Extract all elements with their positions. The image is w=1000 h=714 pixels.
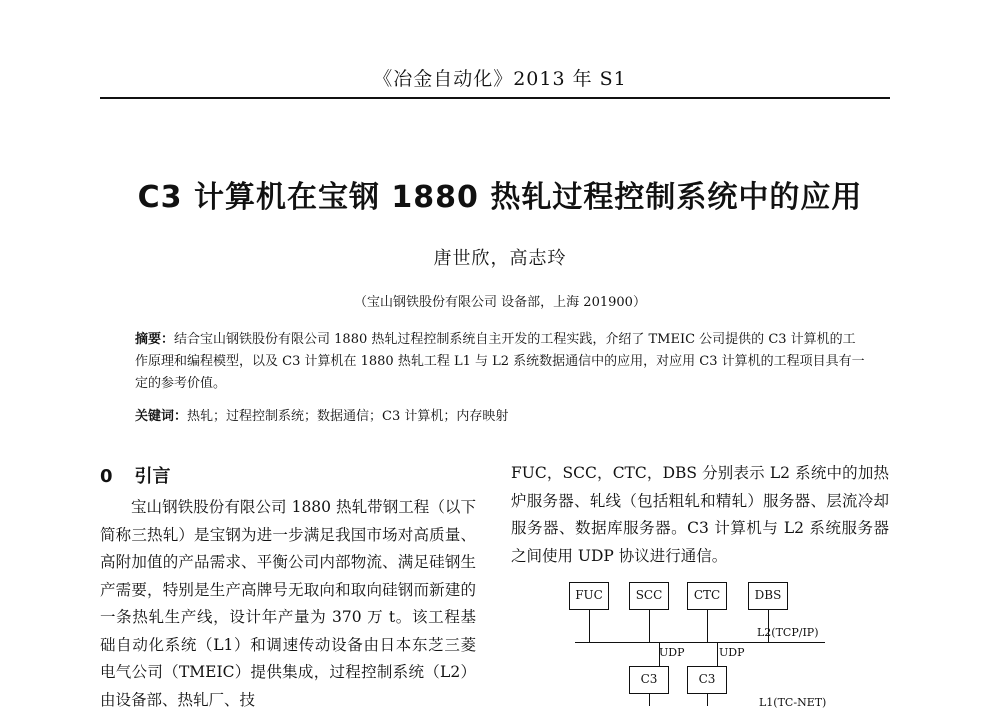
- paper-authors: 唐世欣，高志玲: [433, 248, 567, 269]
- c3-box-2: C3: [687, 666, 727, 694]
- c3-l1-link-1: [649, 694, 650, 706]
- link-scc: [649, 610, 650, 642]
- keywords: [135, 406, 865, 428]
- server-box-scc: SCC: [629, 582, 669, 610]
- l2-bus-label: L2(TCP/IP): [757, 626, 819, 639]
- keywords-label: 关键词：: [135, 409, 188, 424]
- c3-l1-link-2: [707, 694, 708, 706]
- l1-bus-label: L1(TC-NET): [759, 696, 827, 709]
- link-ctc: [707, 610, 708, 642]
- abstract-label: 摘要：: [135, 332, 175, 347]
- intro-paragraph-left: 宝山钢铁股份有限公司 1880 热轧带钢工程（以下简称三热轧）是宝钢为进一步满足我国市场对高质量、高附加值的产品需求、平衡公司内部物流、满足硅钢生产需要，特别是生产高牌号无取向和取向硅钢而新建的一条热轧生产线，设计年产量为 370 万 t。该工程基础自动化系统（L1）和调速传动设备由日本东芝三菱电气公司（TMEIC）提供集成，过程控制系统（L2）由设备部、热轧厂、技: [100, 498, 476, 709]
- link-fuc: [589, 610, 590, 642]
- paper-title: C3 计算机在宝钢 1880 热轧过程控制系统中的应用: [137, 180, 863, 215]
- server-box-fuc: FUC: [569, 582, 609, 610]
- section-number: 0: [100, 466, 113, 487]
- udp-label-1: UDP: [659, 646, 685, 659]
- abstract-text: 结合宝山钢铁股份有限公司 1880 热轧过程控制系统自主开发的工程实践，介绍了 TMEIC 公司提供的 C3 计算机的工作原理和编程模型，以及 C3 计算机在 1880 热轧工程 L1 与 L2 系统数据通信中的应用，对应用 C3 计算机的工程项目具有一定的参考价值。: [135, 332, 865, 391]
- l2-bus: [575, 642, 825, 643]
- journal-header: 《冶金自动化》2013 年 S1: [373, 68, 627, 90]
- header-rule: [100, 97, 890, 99]
- udp-link-2: [717, 642, 718, 666]
- server-box-ctc: CTC: [687, 582, 727, 610]
- abstract: [135, 329, 865, 395]
- c3-box-1: C3: [629, 666, 669, 694]
- keywords-text: 热轧；过程控制系统；数据通信；C3 计算机；内存映射: [187, 409, 509, 424]
- section-heading: [100, 462, 171, 488]
- intro-paragraph-right: FUC，SCC，CTC，DBS 分别表示 L2 系统中的加热炉服务器、轧线（包括粗轧和精轧）服务器、层流冷却服务器、数据库服务器。C3 计算机与 L2 系统服务器之间使用 UDP 协议进行通信。: [511, 464, 889, 565]
- paper-affiliation: （宝山钢铁股份有限公司 设备部，上海 201900）: [354, 295, 646, 310]
- section-title: 引言: [134, 466, 171, 487]
- server-box-dbs: DBS: [748, 582, 788, 610]
- udp-label-2: UDP: [719, 646, 745, 659]
